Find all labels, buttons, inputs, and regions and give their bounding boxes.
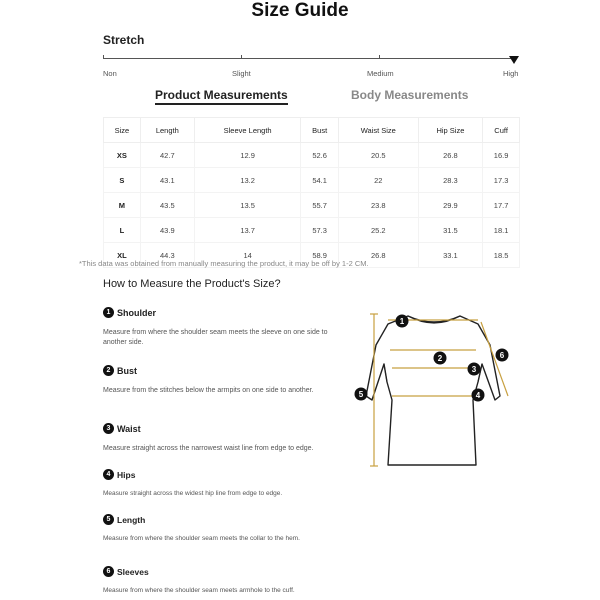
table-cell: 54.1: [301, 168, 339, 193]
table-row: [104, 168, 520, 193]
table-cell: 13.7: [194, 218, 300, 243]
table-cell: 31.5: [418, 218, 483, 243]
stretch-label: Stretch: [103, 33, 145, 47]
marker-label: 4: [475, 391, 481, 400]
col-header-size: Size: [104, 118, 141, 143]
table-cell: 42.7: [140, 143, 194, 168]
number-4-icon: 4: [103, 469, 114, 480]
table-cell: 25.2: [338, 218, 418, 243]
table-cell: 28.3: [418, 168, 483, 193]
section-bust: [103, 365, 328, 396]
table-cell: 52.6: [301, 143, 339, 168]
marker-label: 1: [399, 317, 405, 326]
stretch-level-high: High: [503, 69, 519, 78]
tab-product-measurements[interactable]: Product Measurements: [155, 88, 288, 105]
table-cell: 55.7: [301, 193, 339, 218]
marker-2: [434, 352, 447, 365]
marker-5: [355, 388, 368, 401]
table-header-row: [104, 118, 520, 143]
table-row: [104, 193, 520, 218]
how-to-measure-title: How to Measure the Product's Size?: [103, 278, 281, 290]
marker-label: 3: [471, 365, 477, 374]
marker-label: 2: [437, 354, 443, 363]
table-cell: 14: [194, 243, 300, 268]
table-cell: 29.9: [418, 193, 483, 218]
stretch-scale: [103, 58, 517, 59]
section-title: Hips: [117, 469, 136, 480]
table-cell: 13.2: [194, 168, 300, 193]
col-header-sleeve-length: Sleeve Length: [194, 118, 300, 143]
measurements-table: [103, 117, 520, 268]
table-cell: XS: [104, 143, 141, 168]
stretch-tick: [103, 55, 104, 59]
stretch-tick: [379, 55, 380, 59]
table-cell: 17.3: [483, 168, 520, 193]
table-cell: 58.9: [301, 243, 339, 268]
table-cell: 57.3: [301, 218, 339, 243]
table-cell: 16.9: [483, 143, 520, 168]
table-cell: L: [104, 218, 141, 243]
number-5-icon: 5: [103, 514, 114, 525]
section-description: Measure straight across the widest hip line from edge to edge.: [103, 490, 283, 497]
table-cell: 26.8: [418, 143, 483, 168]
marker-4: [472, 389, 485, 402]
stretch-level-non: Non: [103, 69, 117, 78]
table-cell: M: [104, 193, 141, 218]
col-header-hip-size: Hip Size: [418, 118, 483, 143]
section-description: Measure from the stitches below the armpits on one side to another.: [103, 387, 314, 394]
table-cell: 18.5: [483, 243, 520, 268]
stretch-selected-marker-icon: [509, 56, 519, 64]
measurement-note: *This data was obtained from manually measuring the product, it may be off by 1-2 CM.: [79, 259, 369, 268]
section-sleeves: [103, 566, 328, 595]
table-row: [104, 143, 520, 168]
number-1-icon: 1: [103, 307, 114, 318]
section-title: Shoulder: [117, 307, 157, 318]
table-cell: 20.5: [338, 143, 418, 168]
section-hips: [103, 469, 328, 498]
page-title: Size Guide: [251, 0, 349, 21]
table-cell: 13.5: [194, 193, 300, 218]
marker-3: [468, 363, 481, 376]
tab-body-measurements[interactable]: Body Measurements: [351, 88, 469, 102]
table-cell: 22: [338, 168, 418, 193]
col-header-cuff: Cuff: [483, 118, 520, 143]
table-cell: 43.1: [140, 168, 194, 193]
marker-1: [396, 315, 409, 328]
stretch-tick: [241, 55, 242, 59]
table-cell: 43.5: [140, 193, 194, 218]
number-3-icon: 3: [103, 423, 114, 434]
table-cell: 43.9: [140, 218, 194, 243]
table-cell: S: [104, 168, 141, 193]
marker-6: [496, 349, 509, 362]
marker-label: 5: [358, 390, 364, 399]
table-cell: 33.1: [418, 243, 483, 268]
table-cell: 26.8: [338, 243, 418, 268]
table-cell: 17.7: [483, 193, 520, 218]
table-cell: 18.1: [483, 218, 520, 243]
section-waist: [103, 423, 328, 454]
table-row: [104, 218, 520, 243]
section-description: Measure straight across the narrowest waist line from edge to edge.: [103, 445, 314, 452]
col-header-waist-size: Waist Size: [338, 118, 418, 143]
number-2-icon: 2: [103, 365, 114, 376]
section-title: Length: [117, 514, 146, 525]
number-6-icon: 6: [103, 566, 114, 577]
section-description: Measure from where the shoulder seam meets armhole to the cuff.: [103, 587, 295, 594]
dress-measurement-diagram: [350, 300, 525, 475]
section-description: Measure from where the shoulder seam meets the sleeve on one side to another side.: [103, 329, 328, 346]
table-cell: XL: [104, 243, 141, 268]
section-length: [103, 514, 328, 543]
col-header-bust: Bust: [301, 118, 339, 143]
section-description: Measure from where the shoulder seam meets the collar to the hem.: [103, 535, 300, 542]
col-header-length: Length: [140, 118, 194, 143]
stretch-level-slight: Slight: [232, 69, 251, 78]
table-cell: 23.8: [338, 193, 418, 218]
stretch-level-medium: Medium: [367, 69, 394, 78]
section-title: Bust: [117, 365, 137, 376]
section-title: Waist: [117, 423, 141, 434]
marker-label: 6: [499, 351, 505, 360]
section-shoulder: [103, 307, 328, 348]
table-cell: 44.3: [140, 243, 194, 268]
section-title: Sleeves: [117, 566, 149, 577]
table-cell: 12.9: [194, 143, 300, 168]
